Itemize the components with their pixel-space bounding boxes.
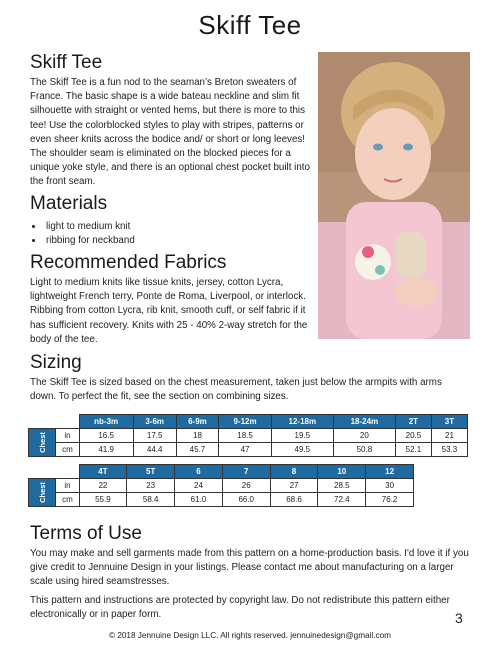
table-cell: 20 <box>333 429 395 443</box>
table-cell: 21 <box>431 429 467 443</box>
size-header: 12 <box>366 465 414 479</box>
table-cell: 55.9 <box>79 493 127 507</box>
table-cell: 58.4 <box>127 493 175 507</box>
size-header: 18-24m <box>333 415 395 429</box>
unit-label: in <box>56 479 79 493</box>
table-cell: 44.4 <box>133 443 176 457</box>
unit-label: in <box>56 429 79 443</box>
materials-list <box>30 220 135 247</box>
terms-text: This pattern and instructions are protected by copyright law. Do not redistribute this pattern either electronically or in paper form. <box>30 595 450 621</box>
table-cell: 16.5 <box>79 429 133 443</box>
table-cell: 20.5 <box>395 429 431 443</box>
table-cell: 41.9 <box>79 443 133 457</box>
page-title: Skiff Tee <box>198 10 302 40</box>
table-cell: 18 <box>176 429 219 443</box>
table-cell: 27 <box>270 479 318 493</box>
terms-text: You may make and sell garments made from this pattern on a home-production basis. I'd love it if you give credit to Jennuine Design in your listings. Please contact me about manufacturing on a larger scale using hired seamstresses. <box>30 548 469 588</box>
sizing-text: The Skiff Tee is sized based on the chest measurement, taken just below the armpits with arms down. To perfect the fit, see the section on combining sizes. <box>30 377 442 403</box>
materials-item: • light to medium knit <box>44 220 135 234</box>
chest-label: Chest <box>29 429 56 457</box>
size-header: nb-3m <box>79 415 133 429</box>
unit-label: cm <box>56 493 79 507</box>
materials-item: • ribbing for neckband <box>44 234 135 248</box>
child-photo <box>318 52 470 339</box>
child-photo-illustration <box>318 52 470 339</box>
table-cell: 76.2 <box>366 493 414 507</box>
table-cell: 22 <box>79 479 127 493</box>
table-cell: 26 <box>222 479 270 493</box>
table-cell: 18.5 <box>219 429 271 443</box>
fabrics-heading: Recommended Fabrics <box>30 252 227 273</box>
size-header: 3T <box>431 415 467 429</box>
fabrics-text: Light to medium knits like tissue knits, jersey, cotton Lycra, lightweight French terry, Ponte de Roma, Liverpool, or interlock. Ribbing from cotton Lycra, rib knit, smooth cuff, or self fabric if it has sufficient recovery. Knits with 25 - 40% 2-way stretch for the body of the tee. <box>30 277 308 345</box>
size-header: 12-18m <box>271 415 333 429</box>
footer: © 2018 Jennuine Design LLC. All rights reserved. jennuinedesign@gmail.com <box>109 631 391 640</box>
size-header: 8 <box>270 465 318 479</box>
size-header: 6-9m <box>176 415 219 429</box>
table-cell: 19.5 <box>271 429 333 443</box>
table-cell: 52.1 <box>395 443 431 457</box>
materials-heading: Materials <box>30 193 108 214</box>
table-cell: 28.5 <box>318 479 366 493</box>
table-cell: 50.8 <box>333 443 395 457</box>
size-header: 6 <box>175 465 223 479</box>
table-cell: 30 <box>366 479 414 493</box>
table-cell: 23 <box>127 479 175 493</box>
table-cell: 47 <box>219 443 271 457</box>
size-table-1 <box>28 414 468 457</box>
table-cell: 49.5 <box>271 443 333 457</box>
table-cell: 53.3 <box>431 443 467 457</box>
table-cell: 17.5 <box>133 429 176 443</box>
size-header: 3-6m <box>133 415 176 429</box>
size-header: 2T <box>395 415 431 429</box>
intro-heading: Skiff Tee <box>30 52 103 73</box>
terms-heading: Terms of Use <box>30 523 142 544</box>
size-header: 5T <box>127 465 175 479</box>
table-cell: 45.7 <box>176 443 219 457</box>
sizing-heading: Sizing <box>30 352 82 373</box>
intro-text: The Skiff Tee is a fun nod to the seaman’s Breton sweaters of France. The basic shape is a wide bateau neckline and slim fit silhouette with straight or vented hems, but there is more to this tee! Use the colorblocked styles to play with stripes, patterns or even sheer knits across the bodice and/ or short or long leeves! The shoulder seam is eliminated on the blocked pieces for a unique yoke style, and there is an optional chest pocket built into the front seam. <box>30 77 310 188</box>
table-cell: 66.0 <box>222 493 270 507</box>
table-cell: 24 <box>175 479 223 493</box>
page-number: 3 <box>455 610 463 626</box>
chest-label: Chest <box>29 479 56 507</box>
size-header: 10 <box>318 465 366 479</box>
size-header: 7 <box>222 465 270 479</box>
table-cell: 68.6 <box>270 493 318 507</box>
size-header: 4T <box>79 465 127 479</box>
table-cell: 72.4 <box>318 493 366 507</box>
size-table-2 <box>28 464 414 507</box>
table-cell: 61.0 <box>175 493 223 507</box>
unit-label: cm <box>56 443 79 457</box>
size-header: 9-12m <box>219 415 271 429</box>
